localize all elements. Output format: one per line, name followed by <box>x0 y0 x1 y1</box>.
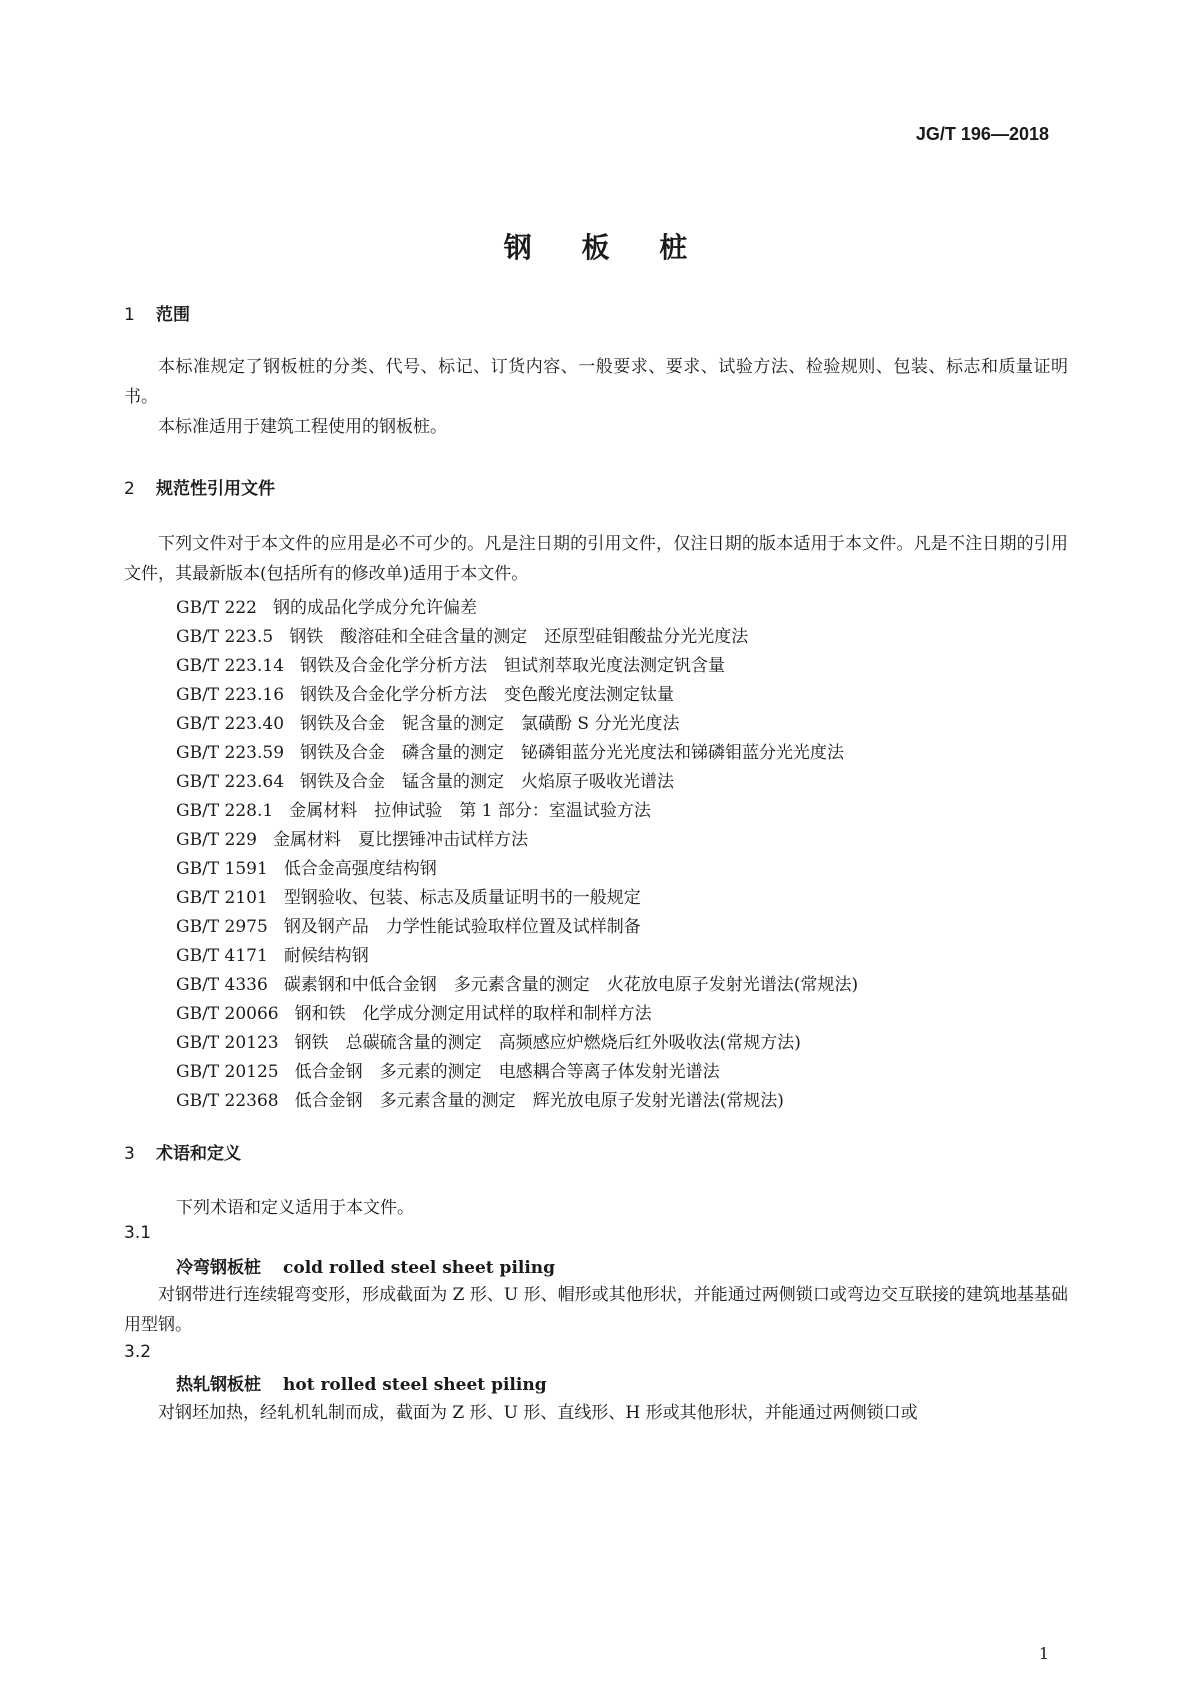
section-1-heading <box>124 300 190 325</box>
reference-item <box>176 593 477 618</box>
term-heading <box>176 1253 555 1278</box>
reference-item <box>176 970 858 995</box>
reference-code: GB/T 229 <box>176 830 257 850</box>
reference-title: 钢的成品化学成分允许偏差 <box>273 598 477 618</box>
reference-code: GB/T 20066 <box>176 1004 279 1024</box>
reference-title: 钢和铁 化学成分测定用试样的取样和制样方法 <box>294 1004 652 1024</box>
reference-item <box>176 999 652 1024</box>
standard-number: JG/T 196—2018 <box>915 124 1049 144</box>
reference-code: GB/T 20123 <box>176 1033 279 1053</box>
section-3-heading <box>124 1139 241 1164</box>
reference-title: 金属材料 夏比摆锤冲击试样方法 <box>273 830 528 850</box>
reference-title: 碳素钢和中低合金钢 多元素含量的测定 火花放电原子发射光谱法(常规法) <box>283 975 859 995</box>
clause-number: 3.1 <box>124 1223 152 1243</box>
reference-item <box>176 709 679 734</box>
reference-code: GB/T 222 <box>176 598 257 618</box>
reference-code: GB/T 4171 <box>176 946 268 966</box>
reference-code: GB/T 1591 <box>176 859 268 879</box>
reference-title: 低合金钢 多元素含量的测定 辉光放电原子发射光谱法(常规法) <box>294 1091 784 1111</box>
reference-title: 耐候结构钢 <box>283 946 369 966</box>
term-english: hot rolled steel sheet piling <box>283 1375 547 1395</box>
reference-code: GB/T 223.14 <box>176 656 285 676</box>
section-number: 3 <box>124 1144 135 1164</box>
reference-title: 钢铁及合金 铌含量的测定 氯磺酚 S 分光光度法 <box>300 714 680 734</box>
reference-item <box>176 941 369 966</box>
reference-item <box>176 912 641 937</box>
section-2-heading <box>124 474 275 499</box>
reference-title: 钢铁 酸溶硅和全硅含量的测定 还原型硅钼酸盐分光光度法 <box>289 627 749 647</box>
reference-title: 钢铁及合金化学分析方法 钽试剂萃取光度法测定钒含量 <box>300 656 726 676</box>
scope-paragraph-2: 本标准适用于建筑工程使用的钢板桩。 <box>158 417 447 437</box>
reference-code: GB/T 223.5 <box>176 627 274 647</box>
page-number: 1 <box>1038 1644 1049 1663</box>
term-chinese: 热轧钢板桩 <box>176 1375 261 1395</box>
reference-item <box>176 1057 720 1082</box>
reference-code: GB/T 22368 <box>176 1091 279 1111</box>
reference-item <box>176 738 844 763</box>
reference-code: GB/T 223.64 <box>176 772 285 792</box>
clause-number: 3.2 <box>124 1342 152 1362</box>
reference-item <box>176 825 528 850</box>
section-number: 1 <box>124 305 135 325</box>
reference-title: 钢铁 总碳硫含量的测定 高频感应炉燃烧后红外吸收法(常规方法) <box>294 1033 801 1053</box>
section-title: 范围 <box>156 305 190 325</box>
reference-code: GB/T 2975 <box>176 917 268 937</box>
reference-code: GB/T 228.1 <box>176 801 274 821</box>
term-heading <box>176 1370 547 1395</box>
reference-item <box>176 796 651 821</box>
reference-code: GB/T 223.40 <box>176 714 285 734</box>
section-title: 术语和定义 <box>156 1144 241 1164</box>
reference-code: GB/T 4336 <box>176 975 268 995</box>
term-chinese: 冷弯钢板桩 <box>176 1258 261 1278</box>
term-english: cold rolled steel sheet piling <box>283 1258 556 1278</box>
reference-code: GB/T 2101 <box>176 888 268 908</box>
reference-item <box>176 883 641 908</box>
reference-title: 型钢验收、包装、标志及质量证明书的一般规定 <box>283 888 641 908</box>
reference-title: 钢铁及合金 磷含量的测定 铋磷钼蓝分光光度法和锑磷钼蓝分光光度法 <box>300 743 845 763</box>
reference-item <box>176 1028 801 1053</box>
references-intro: 下列文件对于本文件的应用是必不可少的。凡是注日期的引用文件，仅注日期的版本适用于本文件。凡是不注日期的引用文件，其最新版本(包括所有的修改单)适用于本文件。 <box>124 534 1068 584</box>
reference-item <box>176 680 674 705</box>
term-definition: 对钢带进行连续辊弯变形，形成截面为 Z 形、U 形、帽形或其他形状，并能通过两侧锁口或弯边交互联接的建筑地基基础用型钢。 <box>124 1285 1068 1335</box>
reference-title: 低合金钢 多元素的测定 电感耦合等离子体发射光谱法 <box>294 1062 720 1082</box>
reference-title: 金属材料 拉伸试验 第 1 部分：室温试验方法 <box>289 801 651 821</box>
reference-item <box>176 651 725 676</box>
reference-title: 钢铁及合金化学分析方法 变色酸光度法测定钛量 <box>300 685 675 705</box>
scope-paragraph-1: 本标准规定了钢板桩的分类、代号、标记、订货内容、一般要求、要求、试验方法、检验规则、包装、标志和质量证明书。 <box>124 357 1068 407</box>
reference-item <box>176 767 674 792</box>
terms-intro: 下列术语和定义适用于本文件。 <box>176 1198 414 1218</box>
reference-item <box>176 854 437 879</box>
reference-title: 低合金高强度结构钢 <box>283 859 437 879</box>
reference-code: GB/T 223.16 <box>176 685 285 705</box>
section-title: 规范性引用文件 <box>156 479 275 499</box>
reference-item <box>176 622 748 647</box>
document-title: 钢 板 桩 <box>503 231 708 264</box>
section-number: 2 <box>124 479 135 499</box>
term-definition: 对钢坯加热，经轧机轧制而成，截面为 Z 形、U 形、直线形、H 形或其他形状，并能通过两侧锁口或 <box>158 1403 918 1423</box>
reference-code: GB/T 223.59 <box>176 743 285 763</box>
reference-item <box>176 1086 784 1111</box>
reference-title: 钢铁及合金 锰含量的测定 火焰原子吸收光谱法 <box>300 772 675 792</box>
reference-title: 钢及钢产品 力学性能试验取样位置及试样制备 <box>283 917 641 937</box>
reference-code: GB/T 20125 <box>176 1062 279 1082</box>
